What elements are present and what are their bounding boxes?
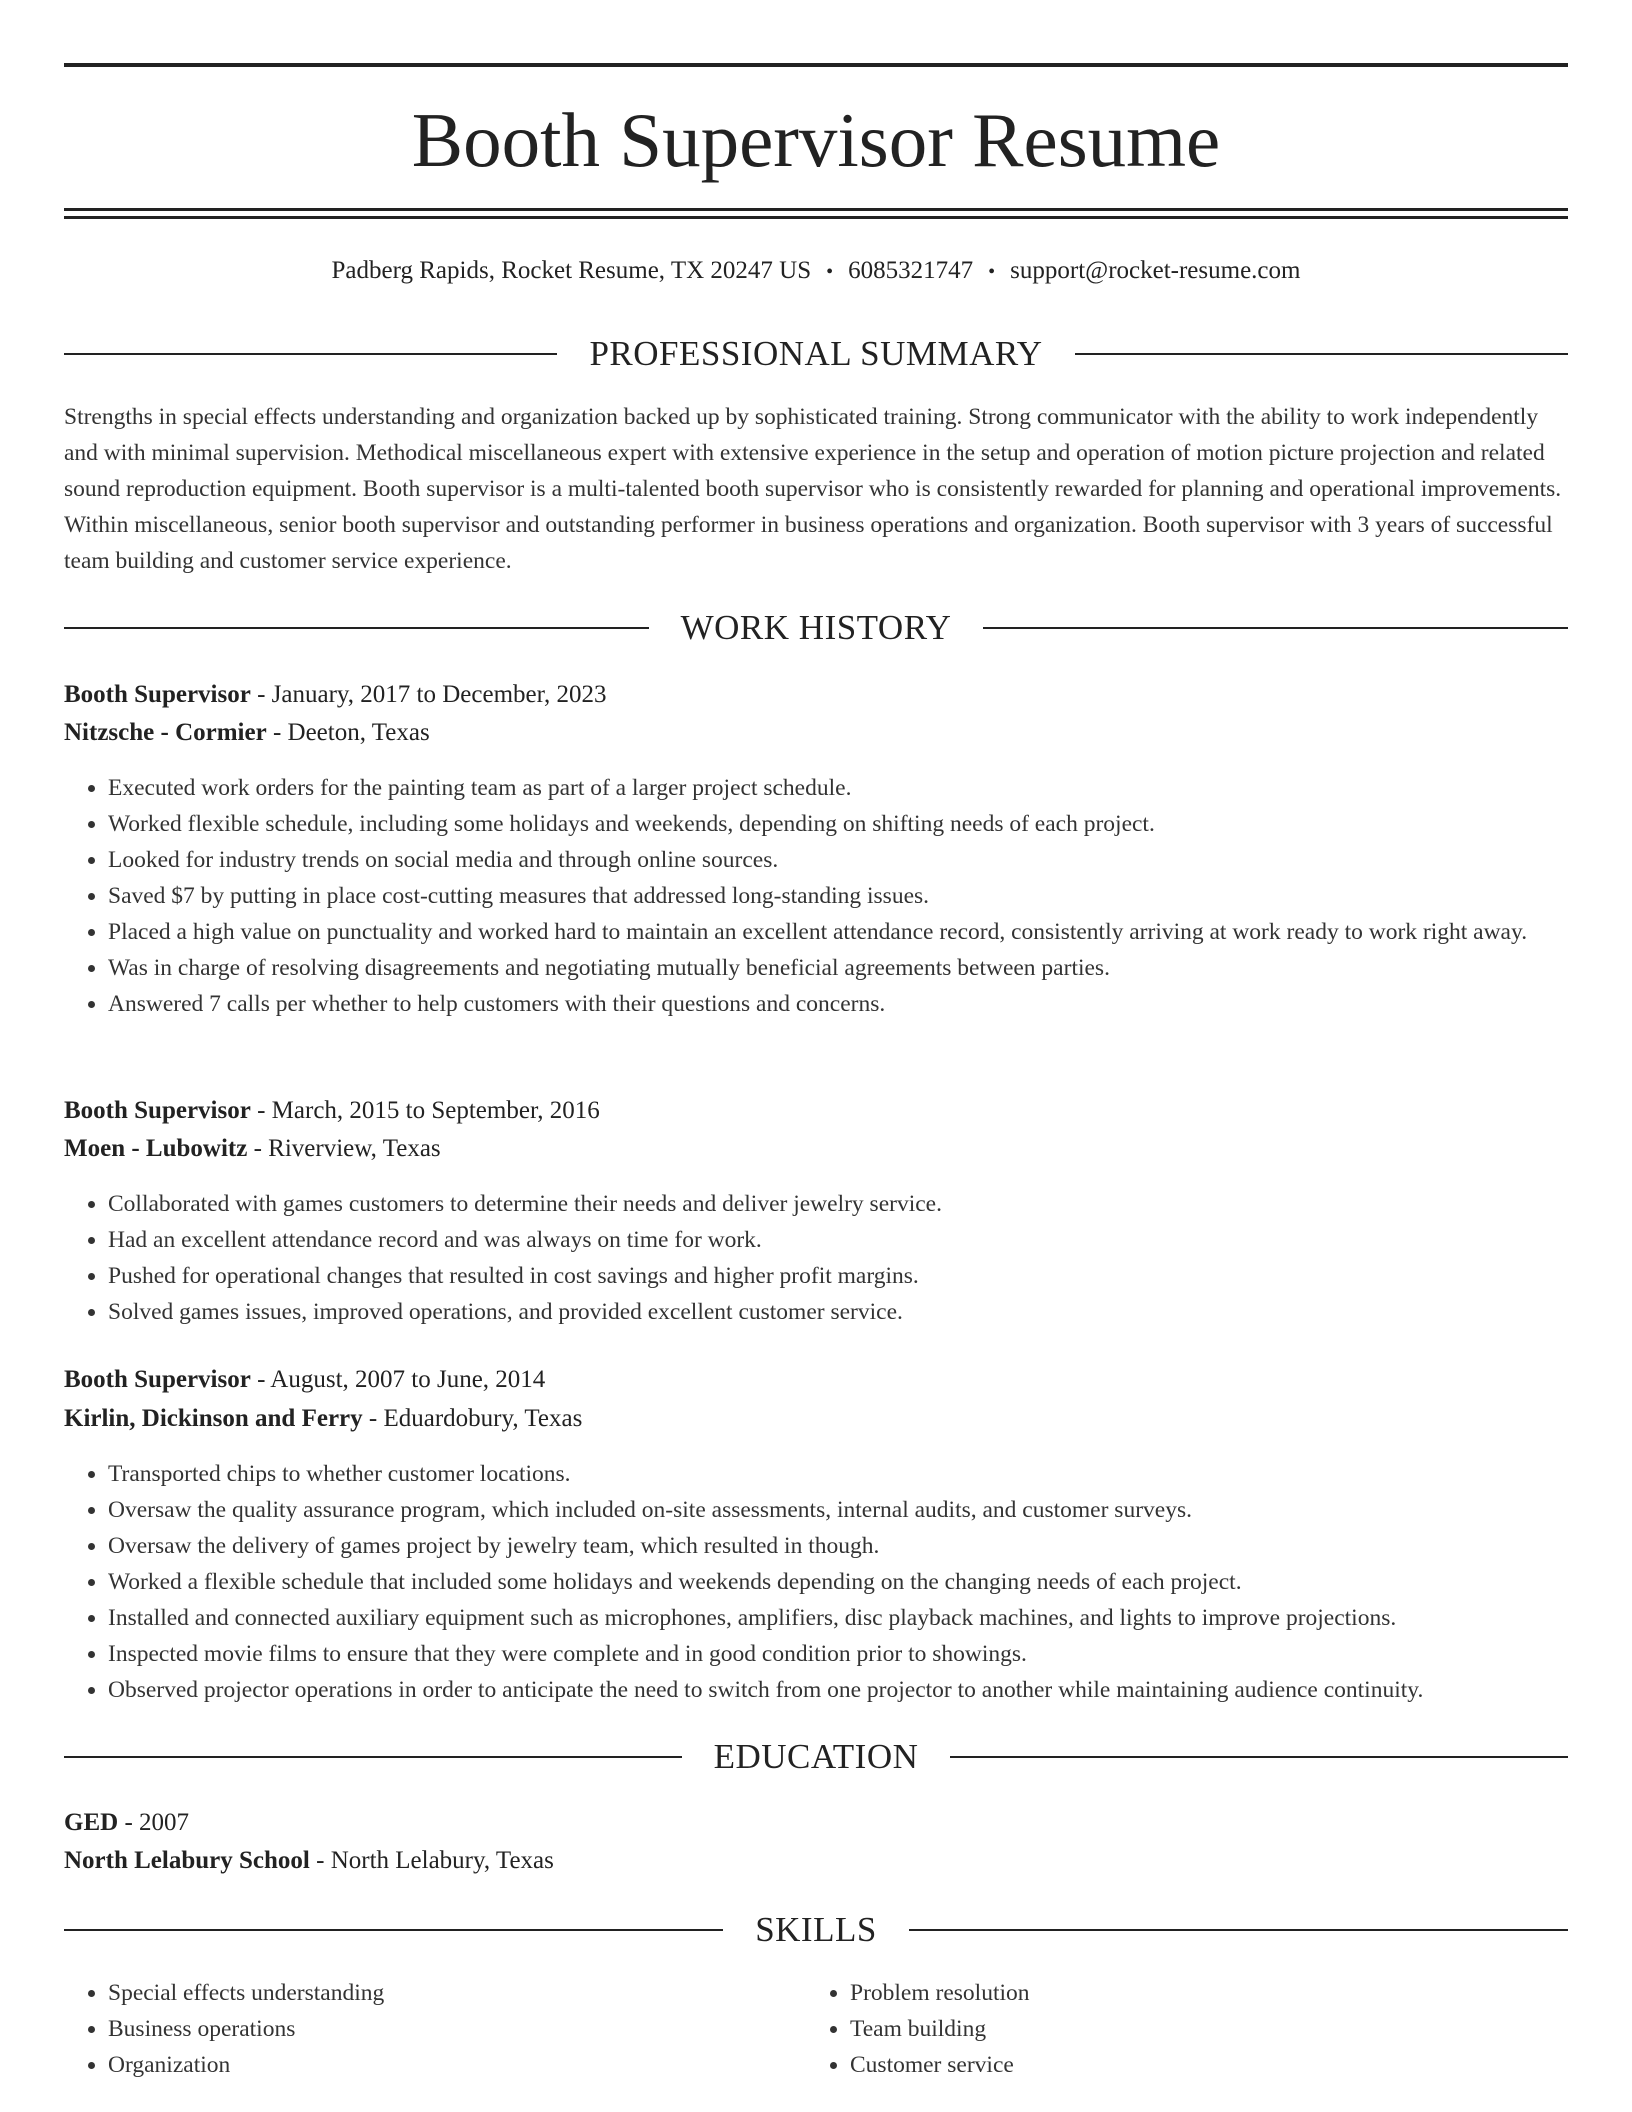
list-item: • Saved $7 by putting in place cost-cutting measures that addressed long-standing issues. <box>108 878 1568 914</box>
dash: - <box>250 681 272 708</box>
section-heading-skills <box>64 1910 1568 1950</box>
heading-rule <box>1075 353 1568 355</box>
heading-rule <box>983 627 1568 629</box>
page-title: Booth Supervisor Resume <box>411 97 1221 183</box>
list-item: • Answered 7 calls per whether to help customers with their questions and concerns. <box>108 986 1568 1022</box>
list-item: • Oversaw the delivery of games project by jewelry team, which resulted in though. <box>108 1528 1568 1564</box>
skill-item: • Customer service <box>850 2047 1546 2083</box>
list-item: • Placed a high value on punctuality and worked hard to maintain an excellent attendance record, consistently arriving at work ready to work right away. <box>108 914 1568 950</box>
list-item: • Was in charge of resolving disagreements and negotiating mutually beneficial agreements between parties. <box>108 950 1568 986</box>
heading-rule <box>909 1929 1568 1931</box>
skill-item: • Team building <box>850 2011 1546 2047</box>
dash: - <box>309 1847 331 1874</box>
job-company: Kirlin, Dickinson and Ferry <box>64 1405 363 1432</box>
skill-item: • Business operations <box>108 2011 804 2047</box>
dash: - <box>247 1135 269 1162</box>
contact-separator: • <box>988 261 996 283</box>
skills-list-left <box>64 1975 804 2083</box>
job-location: Deeton, Texas <box>287 719 430 746</box>
job-dates: August, 2007 to June, 2014 <box>270 1366 546 1393</box>
contact-line <box>64 255 1568 288</box>
job-dates: January, 2017 to December, 2023 <box>271 681 607 708</box>
skill-item: • Organization <box>108 2047 804 2083</box>
heading-rule <box>64 353 557 355</box>
education-school: North Lelabury School <box>64 1847 310 1874</box>
list-item: • Observed projector operations in order to anticipate the need to switch from one projector to another while maintaining audience continuity. <box>108 1672 1568 1708</box>
list-item: • Pushed for operational changes that resulted in cost savings and higher profit margins. <box>108 1258 1568 1294</box>
section-title: WORK HISTORY <box>680 608 952 647</box>
job-bullets <box>64 1456 1568 1708</box>
job-company: Nitzsche - Cormier <box>64 719 267 746</box>
dash: - <box>266 719 288 746</box>
education-degree-line <box>64 1805 1568 1841</box>
heading-rule <box>64 1756 682 1758</box>
education-school-line <box>64 1843 1568 1879</box>
skill-item: • Problem resolution <box>850 1975 1546 2011</box>
list-item: • Looked for industry trends on social media and through online sources. <box>108 842 1568 878</box>
summary-text: Strengths in special effects understanding and organization backed up by sophisticated training. Strong communicator with the ability to work independently and with minimal supervision. Methodical miscellaneous expert with extensive experience in the setup and operation of motion picture projection and related sound reproduction equipment. Booth supervisor is a multi-talented booth supervisor who is consistently rewarded for planning and operational improvements. Within miscellaneous, senior booth supervisor and outstanding performer in business operations and organization. Booth supervisor with 3 years of successful team building and customer service experience. <box>64 404 1562 574</box>
job-title: Booth Supervisor <box>64 681 251 708</box>
list-item: • Inspected movie films to ensure that they were complete and in good condition prior to showings. <box>108 1636 1568 1672</box>
job-title: Booth Supervisor <box>64 1366 251 1393</box>
section-heading-education <box>64 1737 1568 1777</box>
dash: - <box>250 1366 271 1393</box>
education-location: North Lelabury, Texas <box>330 1847 554 1874</box>
skills-list-right <box>806 1975 1546 2083</box>
dash: - <box>118 1809 140 1836</box>
job-location: Eduardobury, Texas <box>383 1405 583 1432</box>
job-bullets <box>64 770 1568 1022</box>
job-title-line <box>64 677 1568 713</box>
contact-phone: 6085321747 <box>848 257 974 284</box>
job-title-line <box>64 1362 1568 1398</box>
section-title: SKILLS <box>755 1910 877 1949</box>
section-title: PROFESSIONAL SUMMARY <box>589 334 1043 373</box>
contact-separator: • <box>826 261 834 283</box>
list-item: • Worked a flexible schedule that included some holidays and weekends depending on the changing needs of each project. <box>108 1564 1568 1600</box>
list-item: • Collaborated with games customers to determine their needs and deliver jewelry service. <box>108 1186 1568 1222</box>
heading-rule <box>64 627 649 629</box>
education-degree: GED <box>64 1809 119 1836</box>
job-title: Booth Supervisor <box>64 1097 251 1124</box>
job-dates: March, 2015 to September, 2016 <box>271 1097 600 1124</box>
section-heading-work-history <box>64 608 1568 648</box>
dash: - <box>250 1097 272 1124</box>
list-item: • Had an excellent attendance record and was always on time for work. <box>108 1222 1568 1258</box>
list-item: • Oversaw the quality assurance program, which included on-site assessments, internal audits, and customer surveys. <box>108 1492 1568 1528</box>
list-item: • Installed and connected auxiliary equipment such as microphones, amplifiers, disc playback machines, and lights to improve projections. <box>108 1600 1568 1636</box>
job-location: Riverview, Texas <box>268 1135 441 1162</box>
list-item: • Worked flexible schedule, including some holidays and weekends, depending on shifting needs of each project. <box>108 806 1568 842</box>
top-rule <box>64 63 1568 67</box>
section-title: EDUCATION <box>713 1737 919 1776</box>
title-double-rule <box>64 208 1568 219</box>
list-item: • Executed work orders for the painting team as part of a larger project schedule. <box>108 770 1568 806</box>
job-title-line <box>64 1093 1568 1129</box>
contact-address: Padberg Rapids, Rocket Resume, TX 20247 US <box>331 257 812 284</box>
job-company: Moen - Lubowitz <box>64 1135 248 1162</box>
heading-rule <box>950 1756 1568 1758</box>
job-company-line <box>64 1131 1568 1167</box>
skill-item: • Special effects understanding <box>108 1975 804 2011</box>
dash: - <box>362 1405 384 1432</box>
job-company-line <box>64 1401 1568 1437</box>
list-item: • Transported chips to whether customer locations. <box>108 1456 1568 1492</box>
list-item: • Solved games issues, improved operations, and provided excellent customer service. <box>108 1294 1568 1330</box>
section-heading-summary <box>64 334 1568 374</box>
job-company-line <box>64 715 1568 751</box>
education-year: 2007 <box>139 1809 190 1836</box>
job-bullets <box>64 1186 1568 1330</box>
heading-rule <box>64 1929 723 1931</box>
contact-email: support@rocket-resume.com <box>1010 257 1301 284</box>
